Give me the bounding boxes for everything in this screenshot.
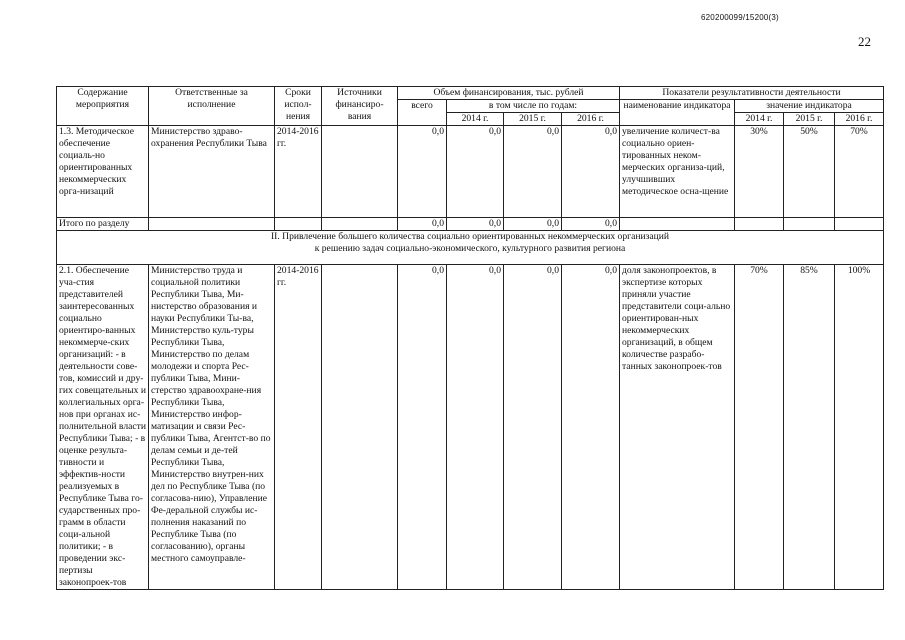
document-id: 620200099/15200(3) — [701, 13, 779, 22]
header-indicator-year: 2016 г. — [835, 113, 884, 126]
cell-indicator: увеличение количест-ва социально ориен-тированных неком-мерческих организа-ций, улучшивших методическое осна-щение — [620, 126, 735, 218]
cell-responsible: Министерство труда и социальной политики Республики Тыва, Ми-нистерство образования и науки Республики Ты-ва, Министерство куль-туры Республики Тыва, Министерство по делам молодежи и спорта Рес-публики Тыва, Мини-стерство здравоохране-ния Республики Тыва, Министерство инфор-матизации и связи Рес-публики Тыва, Агентст-во по делам семьи и де-тей Республики Тыва, Министерство внутрен-них дел по Республике Тыва (по согласова-нию), Управление Фе-деральной службы ис-полнения наказаний по Республике Тыва (по согласованию), органы местного самоуправле- — [149, 265, 275, 590]
table-row-subtotal — [57, 218, 884, 231]
subtotal-2014: 0,0 — [447, 218, 504, 231]
cell-total: 0,0 — [398, 265, 447, 590]
cell-sources — [322, 265, 398, 590]
cell-deadline: 2014-2016 гг. — [275, 126, 322, 218]
cell-value-2015: 85% — [784, 265, 835, 590]
cell-deadline: 2014-2016 гг. — [275, 265, 322, 590]
subtotal-total: 0,0 — [398, 218, 447, 231]
header-indicators: Показатели результативности деятельности — [620, 87, 884, 100]
header-responsible: Ответственные за исполнение — [149, 87, 275, 126]
cell-2015: 0,0 — [504, 265, 562, 590]
cell-2016: 0,0 — [562, 126, 620, 218]
header-by-years: в том числе по годам: — [447, 100, 620, 113]
header-year: 2016 г. — [562, 113, 620, 126]
subtotal-2016: 0,0 — [562, 218, 620, 231]
header-indicator-year: 2014 г. — [735, 113, 784, 126]
cell-2016: 0,0 — [562, 265, 620, 590]
subtotal-label: Итого по разделу — [57, 218, 149, 231]
cell-value-2016: 100% — [835, 265, 884, 590]
header-deadline: Сроки испол-нения — [275, 87, 322, 126]
cell-content: 1.3. Методическое обеспечение социаль-но ориентированных некоммерческих орга-низаций — [57, 126, 149, 218]
cell-responsible: Министерство здраво-охранения Республики Тыва — [149, 126, 275, 218]
program-table — [56, 86, 884, 590]
header-content: Содержание мероприятия — [57, 87, 149, 126]
header-year: 2014 г. — [447, 113, 504, 126]
table-row-2-1 — [57, 265, 884, 590]
cell-value-2014: 30% — [735, 126, 784, 218]
cell-value-2014: 70% — [735, 265, 784, 590]
header-indicator-name: наименование индикатора — [620, 100, 735, 126]
header-funding: Объем финансирования, тыс. рублей — [398, 87, 620, 100]
cell-sources — [322, 126, 398, 218]
header-total: всего — [398, 100, 447, 126]
header-sources: Источники финансиро-вания — [322, 87, 398, 126]
page-number: 22 — [858, 34, 871, 49]
table-row-1-3 — [57, 126, 884, 218]
section-heading-line-1: II. Привлечение большего количества социально ориентированных некоммерческих организаций — [270, 231, 670, 242]
cell-total: 0,0 — [398, 126, 447, 218]
cell-value-2015: 50% — [784, 126, 835, 218]
cell-indicator: доля законопроектов, в экспертизе которых приняли участие представители соци-ально ориентирован-ных некоммерческих организаций, в общем количестве разрабо-танных законопроек-тов — [620, 265, 735, 590]
cell-2014: 0,0 — [447, 126, 504, 218]
header-indicator-year: 2015 г. — [784, 113, 835, 126]
section-heading-row — [57, 231, 884, 265]
cell-content: 2.1. Обеспечение уча-стия представителей заинтересованных социально ориентиро-ванных некоммерче-ских организаций: - в деятельности сове-тов, комиссий и дру-гих совещательных и коллегиальных орга-нов при органах ис-полнительной власти Республики Тыва; - в оценке результа-тивности и эффектив-ности реализуемых в Республике Тыва го-сударственных про-грамм в области соци-альной политики; - в проведении экс-пертизы законопроек-тов — [57, 265, 149, 590]
header-row-1 — [57, 87, 884, 100]
header-indicator-value: значение индикатора — [735, 100, 884, 113]
section-heading-line-2: к решению задач социально-экономического, культурного развития региона — [314, 243, 626, 254]
section-heading — [57, 231, 884, 265]
cell-2014: 0,0 — [447, 265, 504, 590]
subtotal-2015: 0,0 — [504, 218, 562, 231]
header-year: 2015 г. — [504, 113, 562, 126]
cell-value-2016: 70% — [835, 126, 884, 218]
cell-2015: 0,0 — [504, 126, 562, 218]
